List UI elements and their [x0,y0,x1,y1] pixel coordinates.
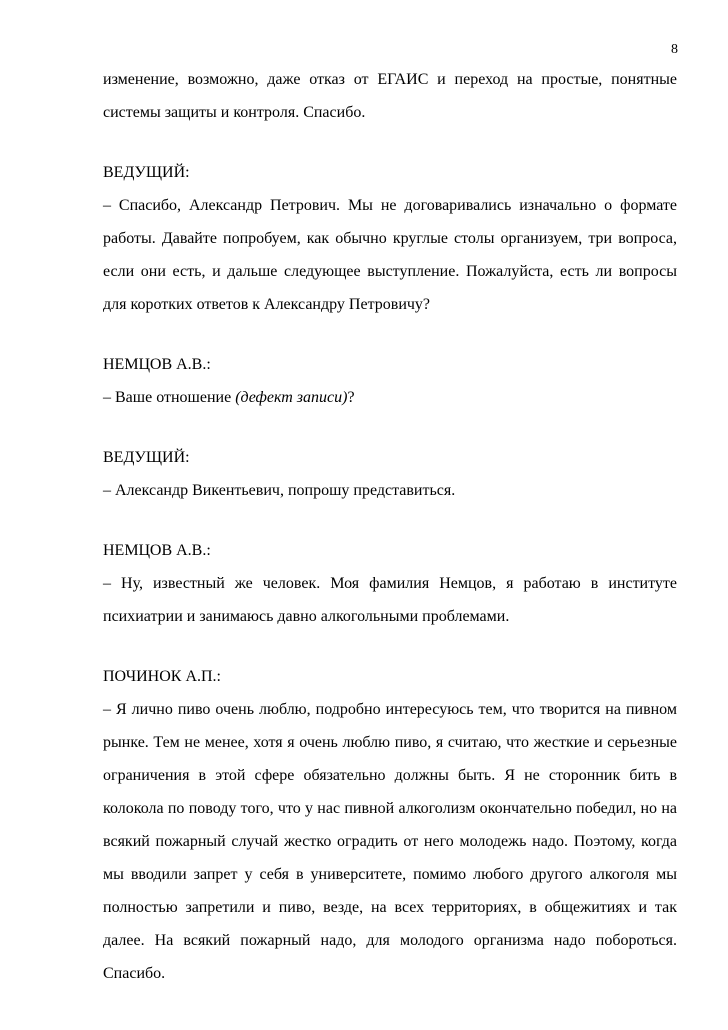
speaker-label: НЕМЦОВ А.В.: [103,542,211,559]
speaker-label: ВЕДУЩИЙ: [103,449,190,466]
speech-text [103,381,677,414]
speaker-label: ВЕДУЩИЙ: [103,164,190,181]
speech-text: – Ну, известный же человек. Моя фамилия Немцов, я работаю в институте психиатрии и занимаюсь давно алкогольными проблемами. [103,575,677,625]
page-number: 8 [671,42,678,57]
paragraph-continuation [103,63,677,129]
speech-text: – Спасибо, Александр Петрович. Мы не договаривались изначально о формате работы. Давайте попробуем, как обычно круглые столы организуем, три вопроса, если они есть, и дальше следующее выступление. Пожалуйста, есть ли вопросы для коротких ответов к Александру Петровичу? [103,197,677,313]
speech-text-end: ? [347,389,355,406]
speech-block [103,348,677,414]
speech-block [103,660,677,990]
speech-text: – Я лично пиво очень люблю, подробно интересуюсь тем, что творится на пивном рынке. Тем не менее, хотя я очень люблю пиво, я считаю, что жесткие и серьезные ограничения в этой сфере обязательно должны быть. Я не сторонник бить в колокола по поводу того, что у нас пивной алкоголизм окончательно победил, но на всякий пожарный случай жестко оградить от него молодежь надо. Поэтому, когда мы вводили запрет у себя в университете, помимо любого другого алкоголя мы полностью запретили и пиво, везде, на всех территориях, в общежитиях и так далее. На всякий пожарный надо, для молодого организма надо побороться. Спасибо. [103,701,677,982]
speech-text: – Александр Викентьевич, попрошу представиться. [103,482,456,499]
paragraph-text: изменение, возможно, даже отказ от ЕГАИС и переход на простые, понятные системы защиты и контроля. Спасибо. [103,71,677,121]
speech-text-start: – Ваше отношение [103,389,236,406]
recording-defect-note: (дефект записи) [235,389,348,406]
document-body [103,63,677,990]
speech-block [103,156,677,321]
speaker-label: НЕМЦОВ А.В.: [103,356,211,373]
speech-block [103,441,677,507]
speaker-label: ПОЧИНОК А.П.: [103,668,221,685]
speech-block [103,534,677,633]
